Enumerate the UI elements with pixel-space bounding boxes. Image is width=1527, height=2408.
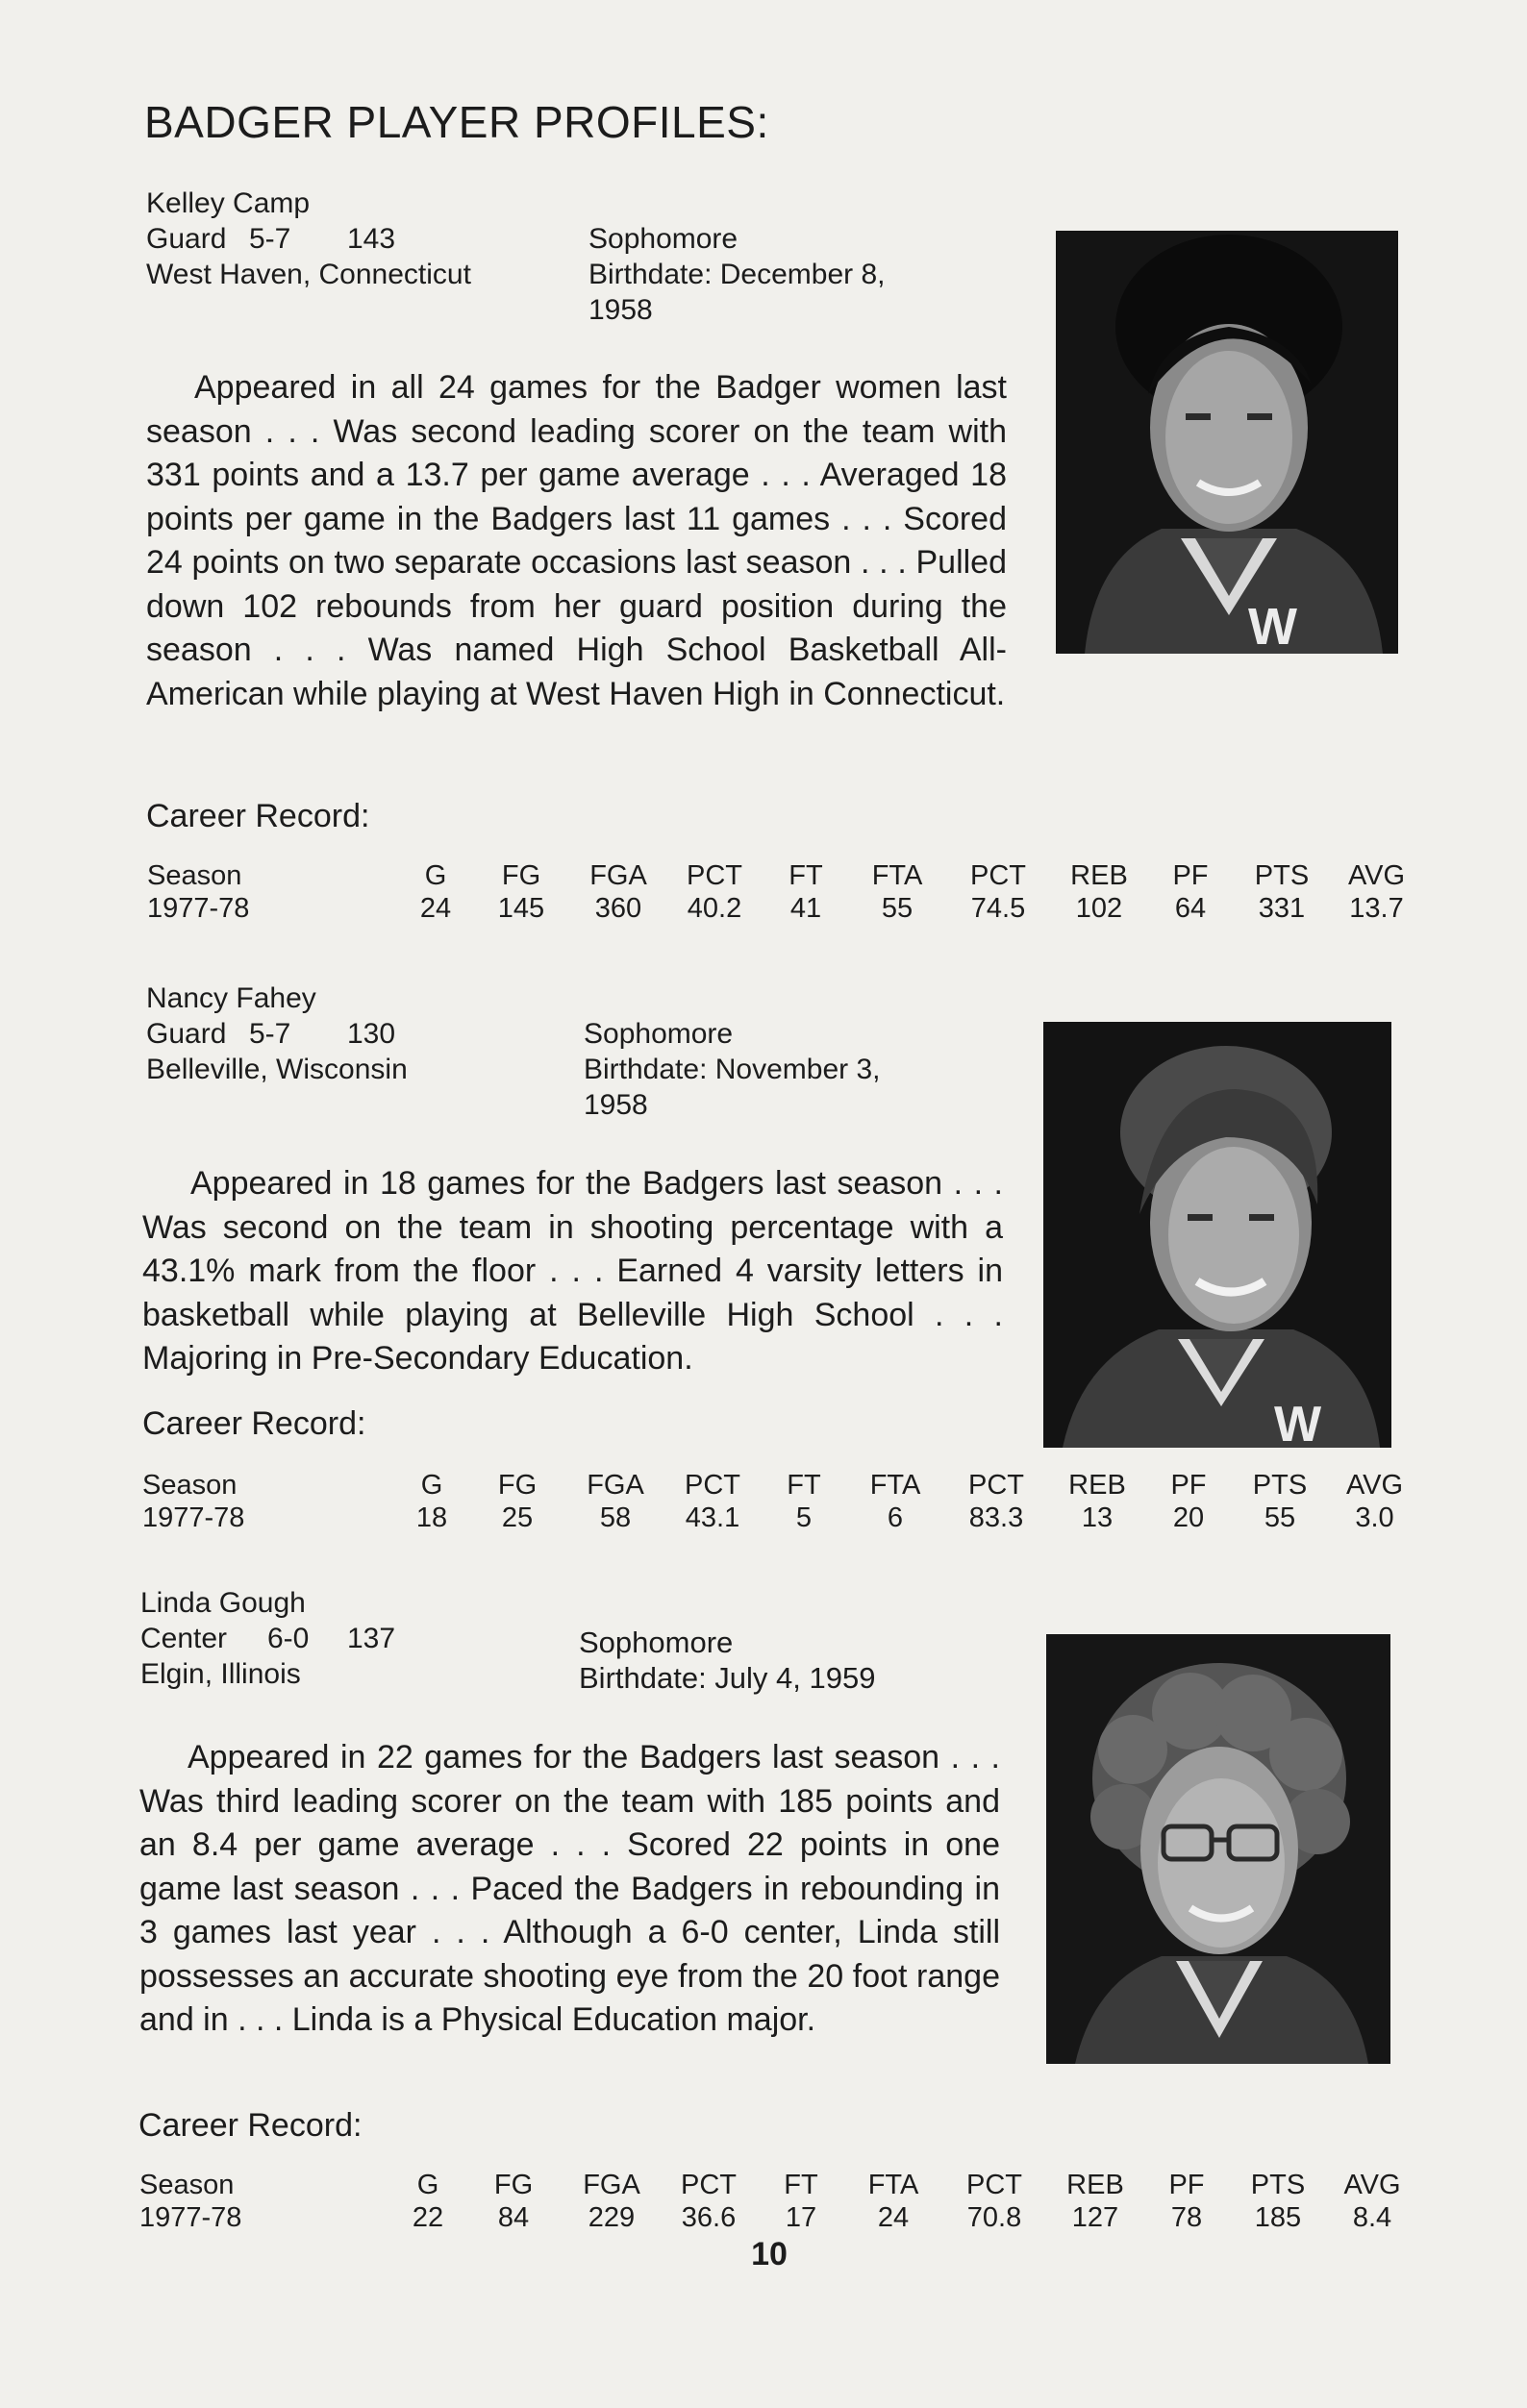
player-hometown: Elgin, Illinois [140,1658,301,1690]
stat-fg-pct: 36.6 [681,2202,737,2233]
player-height: 5-7 [249,223,291,255]
player-weight: 137 [347,1623,396,1654]
stat-fga: 360 [594,893,642,924]
stat-fta: 24 [877,2202,910,2233]
stat-g: 18 [415,1502,448,1533]
stat-reb: 102 [1075,893,1123,924]
stat-ft-pct: 74.5 [970,893,1026,924]
player-birthdate: Birthdate: December 8, [588,259,886,290]
player-info [146,981,408,1087]
player-photo [1043,1022,1391,1448]
stat-header-fta: FTA [871,860,923,891]
stat-header-pf: PF [1172,860,1209,891]
player-photo [1046,1634,1390,2064]
stat-header-fg-pct: PCT [685,1470,740,1501]
stat-avg: 13.7 [1349,893,1404,924]
player-info [140,1585,395,1692]
stat-reb: 127 [1071,2202,1119,2233]
stat-pf: 20 [1172,1502,1205,1533]
player-name: Nancy Fahey [146,982,316,1014]
player-photo [1056,231,1398,654]
player-bio: Appeared in 18 games for the Badgers last season . . . Was second on the team in shooting percentage with a 43.1% mark from the floor . . . Earned 4 varsity letters in basketball while playing at Belleville High School . . . Majoring in Pre-Secondary Education. [142,1165,1003,1377]
player-hometown: Belleville, Wisconsin [146,1054,408,1085]
stat-header-reb: REB [1070,860,1128,891]
player-class-info [579,1625,875,1696]
stat-header-season: Season [147,860,242,891]
player-class-info [584,1016,880,1123]
player-position-line [146,1016,408,1052]
stat-header-pf: PF [1170,1470,1207,1501]
stat-header-ft: FT [784,2170,818,2200]
stat-header-pf: PF [1168,2170,1205,2200]
career-record-label: Career Record: [138,2107,363,2144]
player-bio: Appeared in 22 games for the Badgers last season . . . Was third leading scorer on the team with 185 points and an 8.4 per game average . . . Scored 22 points in one game last season . . . Paced the Badgers in rebounding in 3 games last year . . . Although a 6-0 center, Linda still possesses an accurate shooting eye from the 20 foot range and in . . . Linda is a Physical Education major. [139,1739,1000,2038]
stat-ft: 17 [785,2202,817,2233]
page-number: 10 [751,2236,788,2272]
svg-text:W: W [1248,598,1297,654]
stat-header-fta: FTA [869,1470,921,1501]
player-bio: Appeared in all 24 games for the Badger women last season . . . Was second leading scorer on the team with 331 points and a 13.7 per game average . . . Averaged 18 points per game in the Badgers last 11 games . . . Scored 24 points on two separate occasions last season . . . Pulled down 102 rebounds from her guard position during the season . . . Was named High School Basketball All-American while playing at West Haven High in Connecticut. [146,369,1007,712]
stat-header-reb: REB [1066,2170,1124,2200]
stat-header-avg: AVG [1347,860,1406,891]
career-stats-table [139,2169,1418,2234]
player-name: Linda Gough [140,1587,306,1619]
stat-pts: 185 [1254,2202,1302,2233]
stat-season: 1977-78 [139,2202,242,2233]
stat-header-season: Season [142,1470,238,1501]
stat-header-ft: FT [787,1470,821,1501]
career-stats-table [142,1469,1421,1534]
stat-pts: 331 [1258,893,1306,924]
stat-header-g: G [424,860,447,891]
stat-fta: 55 [881,893,914,924]
stat-fta: 6 [887,1502,904,1533]
stat-avg: 3.0 [1355,1502,1394,1533]
player-class-year: Sophomore [579,1626,734,1659]
page-title: BADGER PLAYER PROFILES: [144,97,769,147]
stat-pts: 55 [1264,1502,1296,1533]
stat-fg: 145 [497,893,545,924]
stat-header-fg: FG [493,2170,534,2200]
player-position-line [140,1621,395,1656]
svg-text:W: W [1274,1397,1322,1448]
stat-pf: 78 [1170,2202,1203,2233]
stat-header-pts: PTS [1254,860,1310,891]
player-birthdate-year: 1958 [588,294,653,326]
stat-g: 22 [412,2202,444,2233]
stat-header-ft-pct: PCT [968,1470,1024,1501]
stat-header-avg: AVG [1345,1470,1404,1501]
stat-reb: 13 [1081,1502,1114,1533]
stats-row [139,2201,1418,2234]
player-photo-image [1043,1022,1391,1448]
player-position: Center [140,1623,228,1654]
stat-ft: 41 [789,893,822,924]
stat-ft: 5 [795,1502,813,1533]
stats-row [147,892,1423,925]
player-height: 6-0 [267,1623,310,1654]
player-class-year: Sophomore [588,223,738,255]
stat-header-ft-pct: PCT [966,2170,1022,2200]
stat-g: 24 [419,893,452,924]
stat-header-fta: FTA [867,2170,919,2200]
stats-row [142,1502,1421,1534]
stat-header-fg-pct: PCT [681,2170,737,2200]
stat-fg-pct: 40.2 [687,893,742,924]
stat-header-reb: REB [1068,1470,1126,1501]
player-weight: 143 [347,223,396,255]
player-position: Guard [146,1018,227,1050]
player-height: 5-7 [249,1018,291,1050]
stat-fg-pct: 43.1 [685,1502,740,1533]
player-photo-image [1046,1634,1390,2064]
stats-header-row [139,2169,1418,2201]
stat-pf: 64 [1174,893,1207,924]
stat-season: 1977-78 [147,893,250,924]
stat-fga: 58 [599,1502,632,1533]
stat-fg: 25 [501,1502,534,1533]
player-photo-image [1056,231,1398,654]
career-record-label: Career Record: [142,1405,366,1442]
stat-header-ft-pct: PCT [970,860,1026,891]
stat-header-fg: FG [497,1470,538,1501]
stat-header-fga: FGA [589,860,647,891]
stat-header-fga: FGA [583,2170,640,2200]
stat-fg: 84 [497,2202,530,2233]
stat-header-fg-pct: PCT [687,860,742,891]
stat-season: 1977-78 [142,1502,245,1533]
player-name: Kelley Camp [146,187,311,219]
player-birthdate: Birthdate: July 4, 1959 [579,1661,876,1695]
stats-header-row [147,859,1423,892]
stat-header-ft: FT [789,860,823,891]
player-class-year: Sophomore [584,1018,734,1050]
stat-header-g: G [420,1470,443,1501]
player-birthdate: Birthdate: November 3, [584,1054,881,1085]
stat-header-fga: FGA [587,1470,644,1501]
stat-fga: 229 [588,2202,636,2233]
stat-header-fg: FG [501,860,541,891]
player-birthdate-year: 1958 [584,1089,648,1121]
player-position: Guard [146,223,227,255]
stat-header-avg: AVG [1343,2170,1401,2200]
stat-header-pts: PTS [1250,2170,1306,2200]
player-hometown: West Haven, Connecticut [146,259,471,290]
stat-ft-pct: 70.8 [966,2202,1022,2233]
player-position-line [146,221,471,257]
stat-header-season: Season [139,2170,235,2200]
career-record-label: Career Record: [146,798,370,834]
stat-ft-pct: 83.3 [968,1502,1024,1533]
stat-avg: 8.4 [1352,2202,1392,2233]
stat-header-pts: PTS [1252,1470,1308,1501]
stats-header-row [142,1469,1421,1502]
career-stats-table [147,859,1423,925]
player-info [146,186,471,292]
player-class-info [588,221,885,328]
player-weight: 130 [347,1018,396,1050]
stat-header-g: G [416,2170,439,2200]
